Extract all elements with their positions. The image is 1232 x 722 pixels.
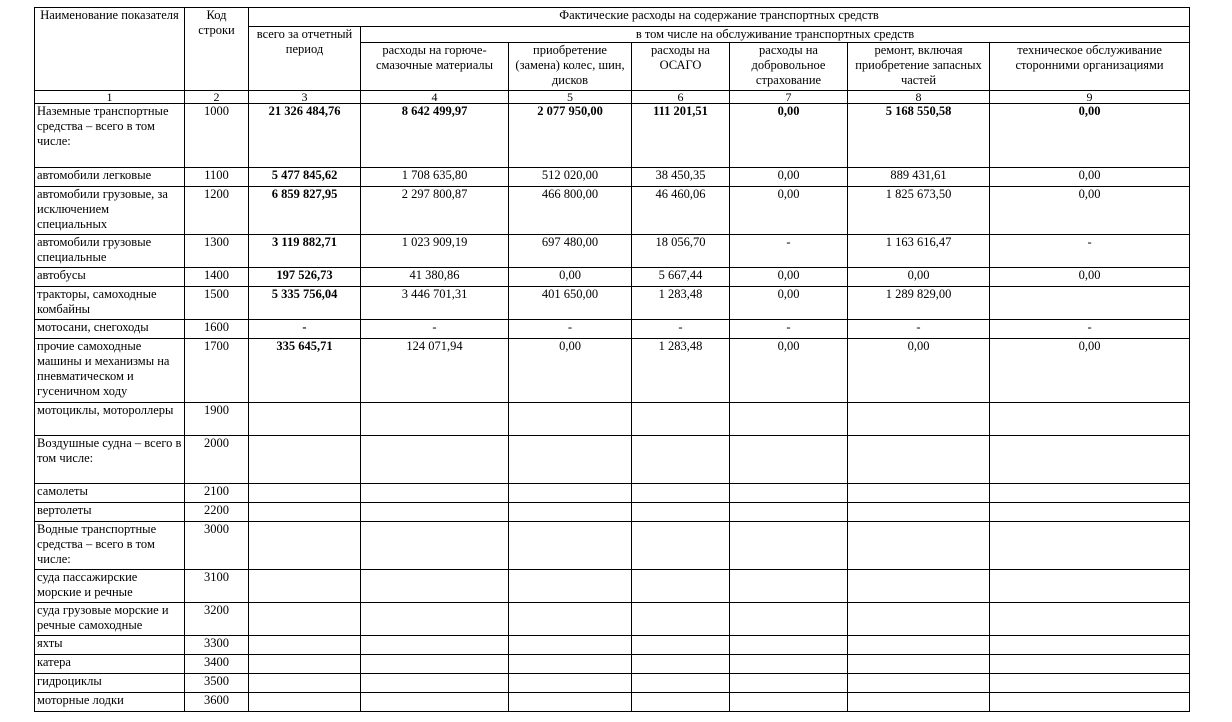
- cell-service: -: [990, 235, 1190, 268]
- cell-repair: [848, 636, 990, 655]
- cell-wheels: [509, 655, 632, 674]
- row-name: Наземные транспортные средства – всего в том числе:: [35, 104, 185, 168]
- cell-total: 3 119 882,71: [249, 235, 361, 268]
- cell-fuel: [361, 484, 509, 503]
- cell-wheels: [509, 436, 632, 484]
- cell-service: [990, 655, 1190, 674]
- header-sub-title: в том числе на обслуживание транспортных средств: [361, 27, 1190, 43]
- row-name: катера: [35, 655, 185, 674]
- header-main-title: Фактические расходы на содержание транспортных средств: [249, 8, 1190, 27]
- cell-repair: 889 431,61: [848, 168, 990, 187]
- row-name: мотосани, снегоходы: [35, 320, 185, 339]
- column-number: 1: [35, 91, 185, 104]
- cell-voluntary: 0,00: [730, 104, 848, 168]
- cell-voluntary: [730, 522, 848, 570]
- cell-total: 21 326 484,76: [249, 104, 361, 168]
- row-name: самолеты: [35, 484, 185, 503]
- cell-fuel: -: [361, 320, 509, 339]
- cell-fuel: 41 380,86: [361, 268, 509, 287]
- cell-osago: [632, 403, 730, 436]
- cell-voluntary: 0,00: [730, 187, 848, 235]
- cell-osago: [632, 674, 730, 693]
- cell-repair: [848, 655, 990, 674]
- cell-osago: [632, 655, 730, 674]
- column-number: 4: [361, 91, 509, 104]
- column-number: 5: [509, 91, 632, 104]
- cell-osago: 5 667,44: [632, 268, 730, 287]
- cell-fuel: [361, 603, 509, 636]
- cell-total: [249, 655, 361, 674]
- table-row: [35, 693, 1190, 712]
- row-code: 1300: [185, 235, 249, 268]
- cell-wheels: [509, 693, 632, 712]
- table-row: [35, 522, 1190, 570]
- row-name: мотоциклы, мотороллеры: [35, 403, 185, 436]
- cell-service: [990, 403, 1190, 436]
- column-number: 7: [730, 91, 848, 104]
- cell-repair: 1 163 616,47: [848, 235, 990, 268]
- cell-osago: [632, 484, 730, 503]
- row-code: 1900: [185, 403, 249, 436]
- header-fuel: расходы на горюче-смазочные материалы: [361, 43, 509, 91]
- row-code: 3000: [185, 522, 249, 570]
- cell-voluntary: [730, 674, 848, 693]
- expenses-table: [34, 7, 1190, 712]
- column-number: 3: [249, 91, 361, 104]
- cell-voluntary: -: [730, 320, 848, 339]
- row-name: суда пассажирские морские и речные: [35, 570, 185, 603]
- row-name: моторные лодки: [35, 693, 185, 712]
- cell-repair: [848, 693, 990, 712]
- cell-wheels: 2 077 950,00: [509, 104, 632, 168]
- cell-service: [990, 436, 1190, 484]
- cell-total: [249, 693, 361, 712]
- table-row: [35, 287, 1190, 320]
- header-total: всего за отчетный период: [249, 27, 361, 91]
- table-row: [35, 187, 1190, 235]
- row-code: 3300: [185, 636, 249, 655]
- cell-total: [249, 522, 361, 570]
- row-code: 1000: [185, 104, 249, 168]
- cell-fuel: [361, 570, 509, 603]
- row-code: 3600: [185, 693, 249, 712]
- table-row: [35, 268, 1190, 287]
- cell-wheels: -: [509, 320, 632, 339]
- cell-osago: [632, 603, 730, 636]
- cell-fuel: [361, 503, 509, 522]
- header-voluntary: расходы на добровольное страхование: [730, 43, 848, 91]
- table-row: [35, 320, 1190, 339]
- table-row: [35, 603, 1190, 636]
- cell-total: 335 645,71: [249, 339, 361, 403]
- cell-service: [990, 693, 1190, 712]
- cell-repair: [848, 503, 990, 522]
- cell-osago: [632, 503, 730, 522]
- cell-repair: [848, 484, 990, 503]
- row-code: 3500: [185, 674, 249, 693]
- cell-service: [990, 287, 1190, 320]
- row-code: 2100: [185, 484, 249, 503]
- cell-voluntary: 0,00: [730, 268, 848, 287]
- cell-fuel: 8 642 499,97: [361, 104, 509, 168]
- table-row: [35, 235, 1190, 268]
- cell-total: [249, 674, 361, 693]
- header-name: Наименование показателя: [35, 8, 185, 91]
- cell-fuel: 1 708 635,80: [361, 168, 509, 187]
- cell-osago: [632, 570, 730, 603]
- cell-voluntary: 0,00: [730, 339, 848, 403]
- cell-fuel: [361, 674, 509, 693]
- cell-repair: 0,00: [848, 268, 990, 287]
- row-name: Водные транспортные средства – всего в том числе:: [35, 522, 185, 570]
- cell-fuel: [361, 403, 509, 436]
- cell-total: [249, 503, 361, 522]
- cell-wheels: [509, 570, 632, 603]
- column-number: 8: [848, 91, 990, 104]
- cell-service: 0,00: [990, 268, 1190, 287]
- row-name: автомобили грузовые специальные: [35, 235, 185, 268]
- cell-service: [990, 603, 1190, 636]
- cell-repair: [848, 674, 990, 693]
- row-name: автомобили грузовые, за исключением специальных: [35, 187, 185, 235]
- header-repair: ремонт, включая приобретение запасных частей: [848, 43, 990, 91]
- cell-repair: 1 825 673,50: [848, 187, 990, 235]
- cell-osago: 46 460,06: [632, 187, 730, 235]
- row-name: суда грузовые морские и речные самоходные: [35, 603, 185, 636]
- cell-osago: 1 283,48: [632, 339, 730, 403]
- row-name: автомобили легковые: [35, 168, 185, 187]
- header-code: Код строки: [185, 8, 249, 91]
- cell-total: 5 477 845,62: [249, 168, 361, 187]
- cell-total: [249, 570, 361, 603]
- cell-wheels: 0,00: [509, 268, 632, 287]
- cell-fuel: [361, 522, 509, 570]
- cell-repair: [848, 403, 990, 436]
- cell-wheels: [509, 603, 632, 636]
- cell-service: [990, 522, 1190, 570]
- cell-osago: -: [632, 320, 730, 339]
- cell-fuel: 1 023 909,19: [361, 235, 509, 268]
- cell-voluntary: [730, 503, 848, 522]
- row-name: яхты: [35, 636, 185, 655]
- row-code: 2200: [185, 503, 249, 522]
- cell-total: 5 335 756,04: [249, 287, 361, 320]
- row-code: 3200: [185, 603, 249, 636]
- cell-service: -: [990, 320, 1190, 339]
- cell-total: 6 859 827,95: [249, 187, 361, 235]
- cell-service: [990, 503, 1190, 522]
- cell-total: [249, 403, 361, 436]
- cell-wheels: 466 800,00: [509, 187, 632, 235]
- cell-fuel: [361, 693, 509, 712]
- cell-wheels: 697 480,00: [509, 235, 632, 268]
- cell-service: 0,00: [990, 339, 1190, 403]
- column-number: 2: [185, 91, 249, 104]
- table-row: [35, 168, 1190, 187]
- table-row: [35, 484, 1190, 503]
- table-row: [35, 403, 1190, 436]
- cell-service: [990, 570, 1190, 603]
- cell-fuel: [361, 655, 509, 674]
- cell-osago: [632, 636, 730, 655]
- cell-voluntary: 0,00: [730, 287, 848, 320]
- row-name: гидроциклы: [35, 674, 185, 693]
- cell-wheels: [509, 503, 632, 522]
- table-row: [35, 674, 1190, 693]
- table-row: [35, 570, 1190, 603]
- cell-voluntary: [730, 436, 848, 484]
- cell-fuel: 2 297 800,87: [361, 187, 509, 235]
- row-name: прочие самоходные машины и механизмы на пневматическом и гусеничном ходу: [35, 339, 185, 403]
- cell-repair: [848, 436, 990, 484]
- cell-osago: 1 283,48: [632, 287, 730, 320]
- cell-voluntary: [730, 693, 848, 712]
- header-service: техническое обслуживание сторонними организациями: [990, 43, 1190, 91]
- cell-wheels: 401 650,00: [509, 287, 632, 320]
- cell-wheels: 0,00: [509, 339, 632, 403]
- cell-repair: -: [848, 320, 990, 339]
- cell-repair: [848, 603, 990, 636]
- row-code: 1600: [185, 320, 249, 339]
- cell-osago: 38 450,35: [632, 168, 730, 187]
- cell-voluntary: [730, 603, 848, 636]
- cell-repair: 0,00: [848, 339, 990, 403]
- cell-service: [990, 484, 1190, 503]
- column-number: 9: [990, 91, 1190, 104]
- cell-fuel: [361, 636, 509, 655]
- cell-osago: [632, 693, 730, 712]
- cell-service: 0,00: [990, 168, 1190, 187]
- column-number: 6: [632, 91, 730, 104]
- row-code: 1500: [185, 287, 249, 320]
- cell-osago: [632, 522, 730, 570]
- row-code: 1400: [185, 268, 249, 287]
- cell-osago: 111 201,51: [632, 104, 730, 168]
- cell-wheels: [509, 522, 632, 570]
- table-row: [35, 104, 1190, 168]
- row-code: 1700: [185, 339, 249, 403]
- header-wheels: приобретение (замена) колес, шин, дисков: [509, 43, 632, 91]
- cell-service: 0,00: [990, 104, 1190, 168]
- cell-repair: [848, 570, 990, 603]
- row-code: 3400: [185, 655, 249, 674]
- cell-osago: 18 056,70: [632, 235, 730, 268]
- cell-osago: [632, 436, 730, 484]
- row-code: 1200: [185, 187, 249, 235]
- cell-wheels: [509, 674, 632, 693]
- table-row: [35, 339, 1190, 403]
- table-row: [35, 503, 1190, 522]
- cell-voluntary: -: [730, 235, 848, 268]
- cell-service: [990, 636, 1190, 655]
- cell-voluntary: [730, 636, 848, 655]
- cell-voluntary: [730, 655, 848, 674]
- cell-fuel: 3 446 701,31: [361, 287, 509, 320]
- cell-fuel: [361, 436, 509, 484]
- cell-voluntary: [730, 484, 848, 503]
- cell-service: 0,00: [990, 187, 1190, 235]
- row-name: вертолеты: [35, 503, 185, 522]
- cell-repair: [848, 522, 990, 570]
- cell-repair: 1 289 829,00: [848, 287, 990, 320]
- row-code: 3100: [185, 570, 249, 603]
- cell-total: -: [249, 320, 361, 339]
- cell-total: [249, 436, 361, 484]
- cell-total: [249, 603, 361, 636]
- row-name: тракторы, самоходные комбайны: [35, 287, 185, 320]
- cell-total: [249, 484, 361, 503]
- header-osago: расходы на ОСАГО: [632, 43, 730, 91]
- cell-total: 197 526,73: [249, 268, 361, 287]
- cell-wheels: [509, 403, 632, 436]
- cell-wheels: [509, 484, 632, 503]
- cell-total: [249, 636, 361, 655]
- cell-service: [990, 674, 1190, 693]
- cell-wheels: [509, 636, 632, 655]
- table-row: [35, 636, 1190, 655]
- table-row: [35, 436, 1190, 484]
- cell-voluntary: [730, 570, 848, 603]
- cell-voluntary: [730, 403, 848, 436]
- cell-fuel: 124 071,94: [361, 339, 509, 403]
- row-code: 2000: [185, 436, 249, 484]
- row-name: автобусы: [35, 268, 185, 287]
- row-name: Воздушные судна – всего в том числе:: [35, 436, 185, 484]
- cell-wheels: 512 020,00: [509, 168, 632, 187]
- row-code: 1100: [185, 168, 249, 187]
- table-row: [35, 655, 1190, 674]
- cell-voluntary: 0,00: [730, 168, 848, 187]
- cell-repair: 5 168 550,58: [848, 104, 990, 168]
